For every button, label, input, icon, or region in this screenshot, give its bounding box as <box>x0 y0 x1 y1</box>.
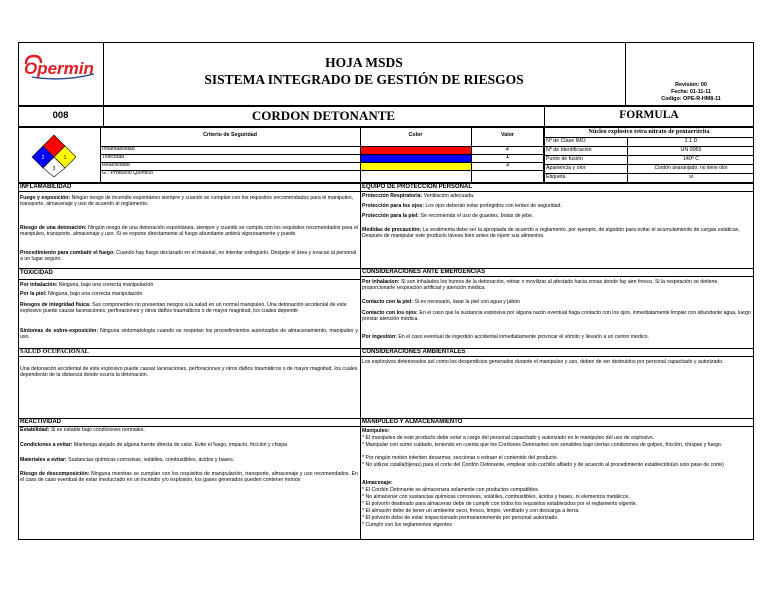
revision-label: Revisión: 00 <box>675 82 707 88</box>
diamond-yellow-value: 1 <box>63 155 67 161</box>
formula-value: Cordón anaranjado, no tiene olor <box>654 165 728 171</box>
salud-paragraph: Una detonación accidental de este explosivo puede causar laceraciones, perforaciones y otros daños traumáticos o de mayor magnitud, los cuales dependerán de la distancia donde ocurra la detonación. <box>20 366 358 379</box>
rule <box>18 279 360 280</box>
diamond-blue-value: 2 <box>41 155 45 161</box>
value-header: Valor <box>501 132 514 138</box>
doc-subtitle: SISTEMA INTEGRADO DE GESTIÓN DE RIESGOS <box>204 72 524 87</box>
emer-label-1: Por inhalacion: <box>362 279 400 285</box>
react-paragraph-4 <box>20 471 358 483</box>
epp-text-2: Los ojos deberán estar protegidos con lentes de seguridad. <box>423 203 562 209</box>
react-label-1: Estabilidad: <box>20 427 50 433</box>
manipuleo-line: * No utilizar cizalla(tijeras) para el corte del Cordón Detonante, emplear solo cuchillo afilado y de acuerdo al procedimiento establecido(un solo pase de corte) <box>362 462 724 468</box>
criteria-row-label: Toxicidad <box>102 154 125 160</box>
inflam-label-2: Riesgo de una detonación: <box>20 225 87 231</box>
epp-text-1: Ventilación adecuada. <box>422 193 475 199</box>
epp-text-3: Se recomienda el uso de guantes, botas de jebe. <box>419 213 534 219</box>
rule <box>18 191 360 192</box>
formula-key: Apariencia y olor <box>546 165 586 171</box>
manipuleo-subtitle: Manipuleo: <box>362 428 390 434</box>
date-label: Fecha: 01-11-11 <box>671 89 711 95</box>
section-inflamabilidad: INFLAMABILIDAD <box>20 184 72 190</box>
tox-label-1: Por inhalación: <box>20 282 58 288</box>
color-header: Color <box>408 132 423 138</box>
almacenaje-line: * El polvorín debe de estar inspeccionado permanentemente por personal autorizado. <box>362 515 559 521</box>
tox-text-2: Ninguna, bajo una correcta manipulación <box>46 291 143 297</box>
almacenaje-line: * El Cordón Detonante se almacenara solamente con productos compatibles. <box>362 487 540 493</box>
almacenaje-line: * Cumplir con los reglamentos vigentes <box>362 522 452 528</box>
formula-key: Nº de Identificación <box>546 147 592 153</box>
emer-text-4: En el caso eventual de ingestión accidental inmediatamente provocar el vómito y llevarlo a un centro médico. <box>396 334 649 340</box>
product-number: 008 <box>52 110 69 121</box>
epp-paragraph-2 <box>362 203 752 209</box>
section-emergencias: CONSIDERACIONES ANTE EMERGENCIAS <box>362 269 486 275</box>
inflam-text-2: Ningún riesgo de una detonación espontánea, siempre y cuando se cumpla con los requisitos recomendados para el manipuleo, transporte, almacenaje y uso. Si se expone directamente al fuego abundante arderá vigorosamente y puede <box>20 225 358 238</box>
almacenaje-line: * El almacén debe de tener un ambiente seco, fresco, limpio, ventilado y con descarga a tierra. <box>362 508 580 514</box>
diamond-white-value: 3 <box>52 166 56 172</box>
header-divider-right <box>625 42 626 106</box>
inflam-text-3: Cuando hay fuego declarado en el material, no intentar extinguirlo. Despeje el área y evacue al personal a un lugar seguro. <box>20 250 357 263</box>
code-label: Codigo: OPE-R-HM8-11 <box>661 96 721 102</box>
section-epp: EQUIPO DE PROTECCION PERSONAL <box>362 184 473 190</box>
formula-key: Punto de fusión <box>546 156 583 162</box>
formula-key: Etiqueta <box>546 174 566 180</box>
color-swatch-yellow <box>361 163 471 170</box>
epp-paragraph-3 <box>362 213 752 219</box>
formula-value: 140º C <box>682 156 700 162</box>
epp-label-4: Medidas de precaución: <box>362 227 422 233</box>
inflam-paragraph-2 <box>20 225 358 237</box>
tox-paragraph-2 <box>20 291 358 297</box>
section-manipuleo: MANIPULEO Y ALMACENAMIENTO <box>362 419 463 425</box>
nfpa-diamond-icon <box>30 134 78 178</box>
product-name: CORDON DETONANTE <box>251 108 396 123</box>
formula-value: 1.1 D <box>684 138 698 144</box>
tox-text-4: Ninguna sintomatología cuando se respetan los procedimientos autorizados de almacenamiento, manipuleo y uso. <box>20 328 358 341</box>
tox-text-1: Ninguna, bajo una correcta manipulación <box>57 282 154 288</box>
react-text-3: Sustancias químicas corrosivas, volátiles, combustibles, ácidos y bases. <box>66 457 235 463</box>
section-reactividad: REACTIVIDAD <box>20 419 62 425</box>
emer-paragraph-2 <box>362 299 752 305</box>
epp-label-3: Protección para la piel: <box>362 213 420 219</box>
almacenaje-subtitle: Almacenaje: <box>362 480 393 486</box>
amb-paragraph: Los explosivos deteriorados así como los desperdicios generados durante el manipuleo y uso, deben de ser destruidos por personal capacitado y autorizado. <box>362 359 724 365</box>
epp-label-2: Protección para los ojos: <box>362 203 424 209</box>
criteria-row-label: Reactividad <box>102 162 130 168</box>
rule <box>18 418 360 419</box>
tox-text-3: Sus componentes no presentan riesgos a la salud en un normal manipuleo. Una detonación accidental de este explosivo puede causar laceraciones, perforaciones y otros daños traumáticos o de mayor magnitud, los cuales depende <box>20 302 347 315</box>
almacenaje-line: * No almacenar con sustancias químicas corrosivas, volátiles, combustibles, ácidos y bases, ni elementos metálicos. <box>362 494 630 500</box>
tox-paragraph-3 <box>20 302 358 314</box>
formula-value: UN 0065 <box>680 147 702 153</box>
rule <box>18 268 360 269</box>
body-center-divider <box>360 183 361 540</box>
react-text-2: Mantenga alejado de alguna fuente directa de calor. Evite el fuego, impacto, fricción y chispa <box>72 442 288 448</box>
inflam-paragraph-1 <box>20 195 358 207</box>
criteria-row-value: 2 <box>506 146 509 152</box>
criteria-header: Criterio de Seguridad <box>203 132 257 138</box>
manipuleo-line: * Por ningún motivo intenten desarmar, seccionar o estraer el contenido del producto. <box>362 455 559 461</box>
section-toxicidad: TOXICIDAD <box>20 270 53 276</box>
tox-label-2: Por la piel: <box>20 291 47 297</box>
rule <box>18 356 360 357</box>
inflam-label-3: Procedimiento para combatir el fuego: <box>20 250 115 256</box>
epp-paragraph-4 <box>362 227 752 239</box>
emer-paragraph-4 <box>362 334 752 340</box>
rule <box>360 356 754 357</box>
tox-paragraph-1 <box>20 282 358 288</box>
rule <box>360 426 754 427</box>
formula-value: si <box>689 174 693 180</box>
react-text-1: Si es estable bajo condiciones normales. <box>49 427 145 433</box>
color-swatch-red <box>361 147 471 154</box>
logo-text: Opermin <box>24 59 94 78</box>
formula-title: FORMULA <box>619 109 679 121</box>
inflam-text-1: Ningún riesgo de incendio espontáneo siempre y cuando se cumplan con los requisitos encomendados para el manipuleo, transporte, almacenaje y uso de acuerdo al reglamento. <box>20 195 354 208</box>
doc-title: HOJA MSDS <box>325 55 403 70</box>
tox-paragraph-4 <box>20 328 358 340</box>
emer-label-2: Contacto con la piel: <box>362 299 414 305</box>
emer-paragraph-3 <box>362 310 752 322</box>
section-ambientales: CONSIDERACIONES AMBIENTALES <box>362 349 466 355</box>
inflam-paragraph-3 <box>20 250 358 262</box>
manipuleo-line: * El manipuleo de este producto debe estar a cargo del personal capacitado y autorizado en le manipuleo del uso de explosivo. <box>362 435 655 441</box>
criteria-row-label: Inflamabilidad <box>102 146 135 152</box>
epp-text-4: La vestimenta debe ser la apropiada de acuerdo a reglamento, por ejemplo, de algodón para evitar el acumulamiento de cargas estáticas, Después de manipular este producto lávese bien antes de injerir sus alimentos. <box>362 227 740 240</box>
tox-label-3: Riesgos de integridad física: <box>20 302 91 308</box>
inflam-label-1: Fuego y exposición: <box>20 195 71 201</box>
manipuleo-line: * Manipular con sumo cuidado, teniendo en cuenta que los Cordones Detonantes son sensibles bajo ciertas condiciones de golpes, fricción, chispas y fuego. <box>362 442 723 448</box>
emer-label-3: Contacto con los ojos: <box>362 310 418 316</box>
criteria-row-label: G : Producto Químico <box>102 170 153 176</box>
react-label-2: Condiciones a evitar: <box>20 442 73 448</box>
emer-label-4: Por ingestión: <box>362 334 397 340</box>
rule <box>360 276 754 277</box>
formula-core-title: Núcleo explosivo tetra nitrato de pentaeritrita <box>588 128 710 135</box>
emer-text-1: Si son inhalados los humos de la detonación, retirar o movilizar al afectado hacia zonas donde fay aire fresco. Si la respiración se detiene, proporcionarle respiración artificial y atención médica. <box>362 279 719 292</box>
react-paragraph-1 <box>20 427 358 433</box>
color-swatch-blue <box>361 155 471 162</box>
emer-text-2: Si es necesario, lavar la piel con agua y jabón <box>413 299 521 305</box>
criteria-row-value: 1 <box>506 154 509 160</box>
react-paragraph-2 <box>20 442 358 448</box>
react-label-4: Riesgo de descomposición: <box>20 471 90 477</box>
almacenaje-line: * El polvorín destinado para almacenar debe de cumplir con todos los requisitos establecidos por el reglamento vigente. <box>362 501 638 507</box>
tox-label-4: Síntomas de sobre-exposición: <box>20 328 99 334</box>
criteria-row-value: 3 <box>506 162 509 168</box>
emer-paragraph-1 <box>362 279 752 291</box>
epp-paragraph-1 <box>362 193 752 199</box>
epp-label-1: Protección Respiratoria: <box>362 193 423 199</box>
company-logo <box>22 52 98 82</box>
react-paragraph-3 <box>20 457 358 463</box>
react-label-3: Materiales a evitar: <box>20 457 67 463</box>
formula-key: Nº de Clase IMO <box>546 138 586 144</box>
react-text-4: Ninguna mientras se cumplan con los requisitos de manipulación, transporte, almacenaje y uso recomendados. En el caso de caso eventual de estar involucrado en un incendio y/o explosión, los gases generados pueden contener monox <box>20 471 358 484</box>
section-salud: SALUD OCUPACIONAL <box>20 348 89 355</box>
rule <box>360 191 754 192</box>
emer-text-3: En el caso que la sustancia explosiva por alguna razón eventual haga contacto con los ojos, inmediatamente limpiar con abundante agua, luego prestar atención médica. <box>362 310 751 323</box>
